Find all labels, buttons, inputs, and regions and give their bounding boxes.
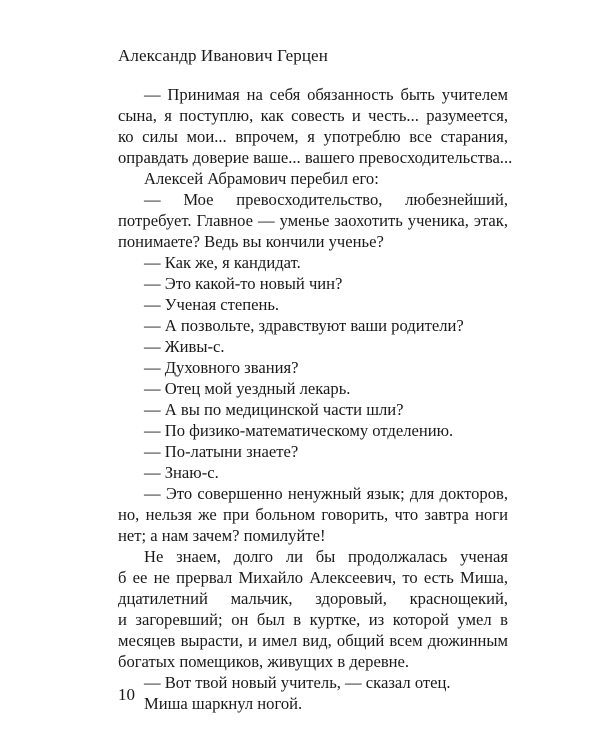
body-text [118,84,513,714]
running-header: Александр Иванович Герцен [118,46,328,65]
text-line: — По-латыни знаете? [144,442,299,461]
text-line: — Ученая степень. [144,295,280,314]
text-line: сына, я поступлю, как совесть и честь... разумеется, [118,106,508,125]
text-line: богатых помещиков, живущих в деревне. [118,652,410,671]
text-line: нет; а нам зачем? помилуйте! [118,526,326,545]
text-line: — Как же, я кандидат. [144,253,301,272]
text-line: — Вот твой новый учитель, — сказал отец. [144,673,451,692]
text-line: — По физико-математическому отделению. [144,421,454,440]
text-line: ко силы мои... впрочем, я употреблю все старания, [118,127,508,146]
text-line: и загоревший; он был в куртке, из которой умел в [118,610,508,629]
text-line: — Отец мой уездный лекарь. [144,379,351,398]
text-line: б ее не прервал Михайло Алексеевич, то есть Миша, [118,568,508,587]
text-line: Миша шаркнул ногой. [144,694,303,713]
text-line: — Живы-с. [144,337,225,356]
text-line: — А вы по медицинской части шли? [144,400,404,419]
text-line: — Знаю-с. [144,463,219,482]
text-line: — Духовного звания? [144,358,299,377]
text-line: — Принимая на себя обязанность быть учителем [144,85,508,104]
text-line: месяцев вырасти, и имел вид, общий всем дюжинным [118,631,508,650]
text-line: Не знаем, долго ли бы продолжалась ученая [144,547,508,566]
text-line: оправдать доверие ваше... вашего превосходительства... [118,148,513,167]
text-line: но, нельзя же при больном говорить, что завтра ноги [118,505,508,524]
text-line: дцатилетний мальчик, здоровый, краснощекий, [118,589,508,608]
text-line: — Это совершенно ненужный язык; для докторов, [144,484,508,503]
page-number: 10 [118,685,135,704]
text-line: Алексей Абрамович перебил его: [144,169,379,188]
text-line: потребует. Главное — уменье заохотить ученика, этак, [118,211,508,230]
text-line: — Мое превосходительство, любезнейший, [144,190,508,209]
text-line: — А позвольте, здравствуют ваши родители? [144,316,464,335]
text-line: — Это какой-то новый чин? [144,274,343,293]
text-line: понимаете? Ведь вы кончили ученье? [118,232,384,251]
